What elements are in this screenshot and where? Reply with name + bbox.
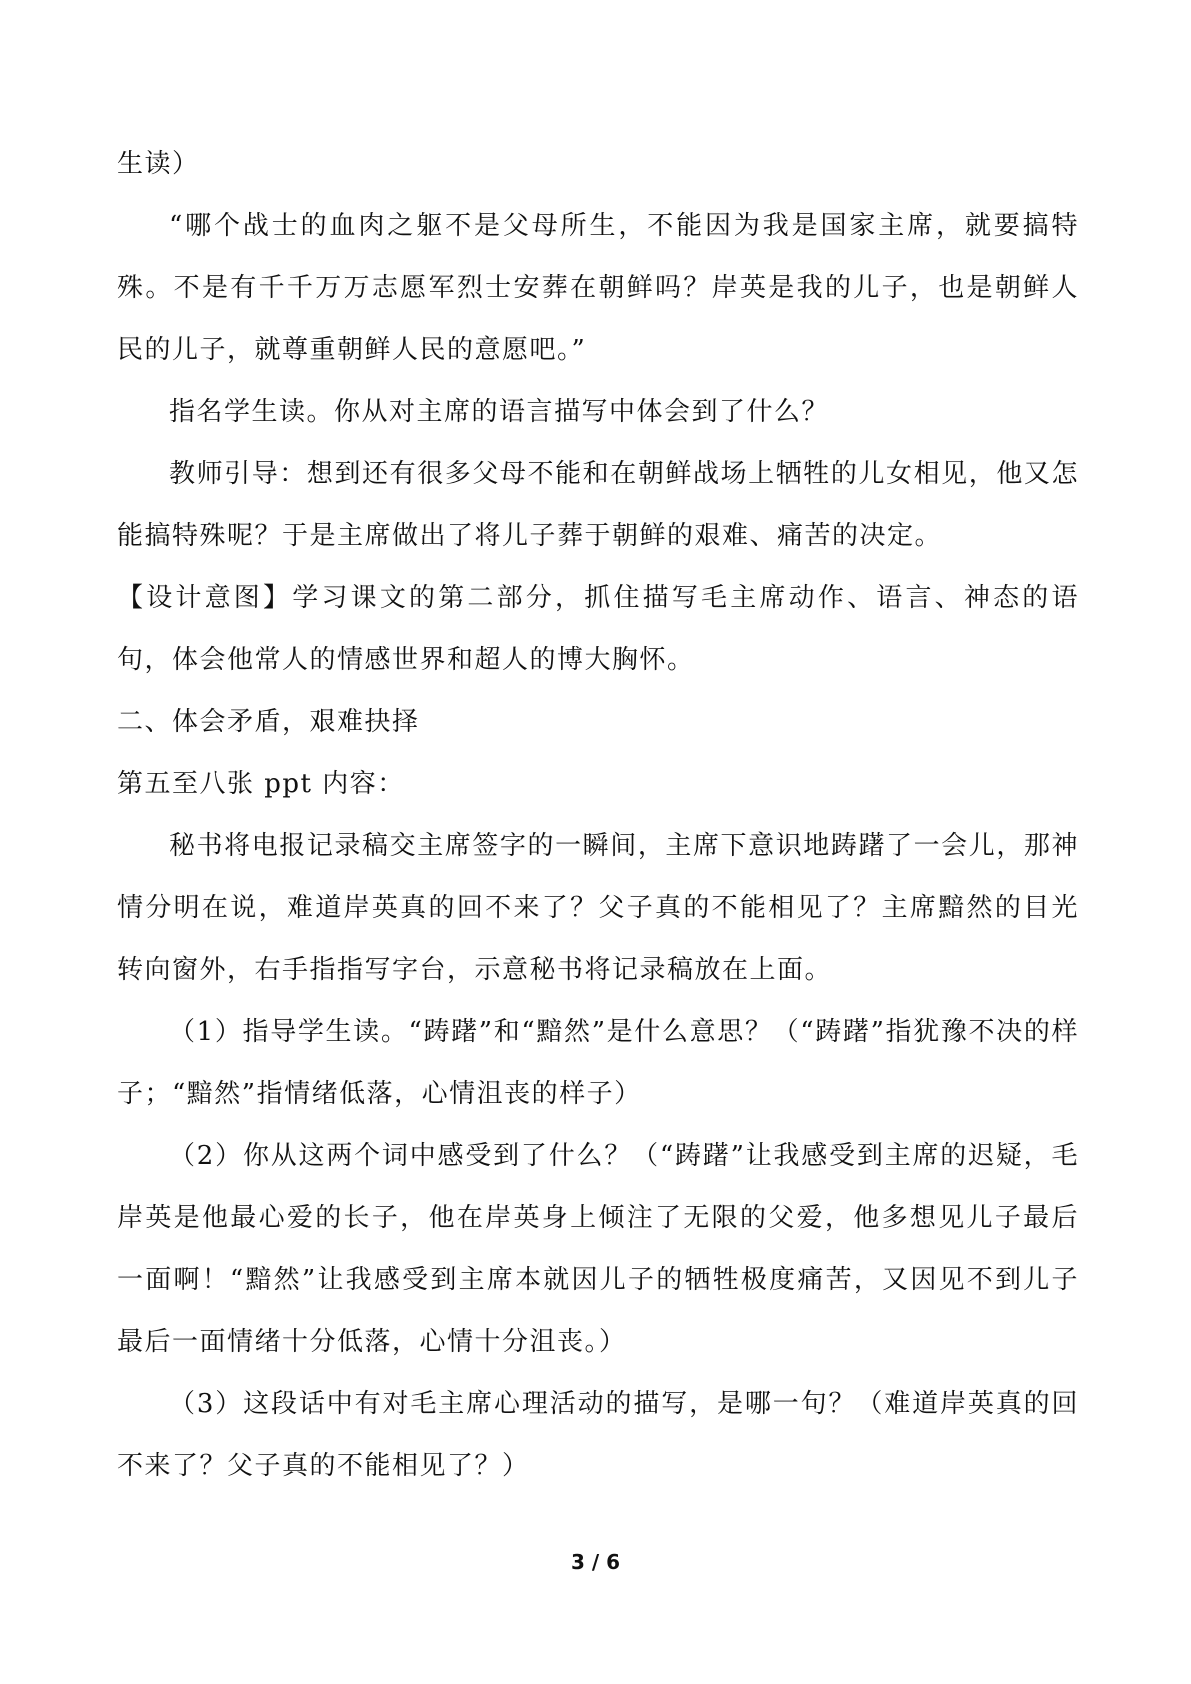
- paragraph-design-intent: 【设计意图】学习课文的第二部分，抓住描写毛主席动作、语言、神态的语句，体会他常人的情感世界和超人的博大胸怀。: [117, 583, 1079, 675]
- section-heading: 二、体会矛盾，艰难抉择: [117, 707, 420, 737]
- paragraph-step-2: （2）你从这两个词中感受到了什么？（“踌躇”让我感受到主席的迟疑，毛岸英是他最心爱的长子，他在岸英身上倾注了无限的父爱，他多想见儿子最后一面啊！“黯然”让我感受到主席本就因儿子的牺牲极度痛苦，又因见不到儿子最后一面情绪十分低落，心情十分沮丧。）: [117, 1141, 1079, 1357]
- paragraph-step-1: （1）指导学生读。“踌躇”和“黯然”是什么意思？（“踌躇”指犹豫不决的样子；“黯然”指情绪低落，心情沮丧的样子）: [117, 1017, 1079, 1109]
- paragraph-quote: “哪个战士的血肉之躯不是父母所生，不能因为我是国家主席，就要搞特殊。不是有千千万万志愿军烈士安葬在朝鲜吗？岸英是我的儿子，也是朝鲜人民的儿子，就尊重朝鲜人民的意愿吧。”: [117, 211, 1079, 365]
- document-body: [117, 133, 1079, 1497]
- paragraph-teacher-guide: 教师引导：想到还有很多父母不能和在朝鲜战场上牺牲的儿女相见，他又怎能搞特殊呢？于是主席做出了将儿子葬于朝鲜的艰难、痛苦的决定。: [117, 459, 1079, 551]
- paragraph-continuation: 生读）: [117, 149, 200, 179]
- paragraph-ppt-label: 第五至八张 ppt 内容：: [117, 769, 405, 799]
- paragraph-passage: 秘书将电报记录稿交主席签字的一瞬间，主席下意识地踌躇了一会儿，那神情分明在说，难道岸英真的回不来了？父子真的不能相见了？主席黯然的目光转向窗外，右手指指写字台，示意秘书将记录稿放在上面。: [117, 831, 1079, 985]
- paragraph-step-3: （3）这段话中有对毛主席心理活动的描写，是哪一句？（难道岸英真的回不来了？父子真的不能相见了？）: [117, 1389, 1079, 1481]
- paragraph-question: 指名学生读。你从对主席的语言描写中体会到了什么？: [169, 397, 830, 427]
- page-number: 3 / 6: [570, 1550, 621, 1574]
